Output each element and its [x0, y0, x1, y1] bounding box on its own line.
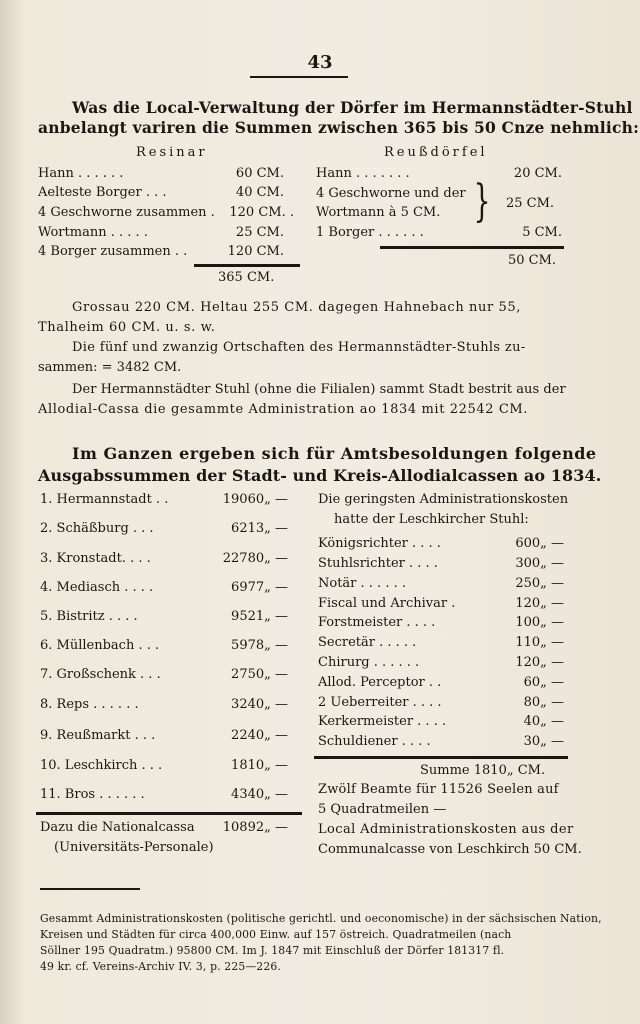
- reussdoerfel-heading: Reußdörfel: [384, 145, 488, 160]
- leschkirch-row-value: 110„ —: [515, 635, 564, 650]
- leschkirch-note-3: Local Administrationskosten aus der: [318, 822, 574, 837]
- town-value: 1810„ —: [231, 758, 288, 773]
- resinar-row-label: 4 Geschworne zusammen .: [38, 205, 215, 220]
- resinar-row-value: 120 CM.: [227, 244, 284, 259]
- leschkirch-row-value: 80„ —: [523, 695, 564, 710]
- resinar-sum-rule: [194, 264, 300, 267]
- leschkirch-row: [318, 714, 564, 733]
- reussdoerfel-row-value: 20 CM.: [513, 166, 562, 181]
- resinar-row-value: 60 CM.: [235, 166, 284, 181]
- villages-line-1: Grossau 220 CM. Heltau 255 CM. dagegen Hahnebach nur 55,: [72, 300, 521, 315]
- leschkirch-note-4: Communalcasse von Leschkirch 50 CM.: [318, 842, 582, 857]
- leschkirch-row-label: Forstmeister . . . .: [318, 615, 436, 630]
- villages-line-2: Thalheim 60 CM. u. s. w.: [38, 320, 216, 335]
- villages-line-4: sammen: = 3482 CM.: [38, 360, 182, 375]
- leschkirch-row: [318, 536, 564, 555]
- leschkirch-row-value: 250„ —: [515, 576, 564, 591]
- reussdoerfel-row-label: Wortmann à 5 CM.: [316, 205, 441, 220]
- leschkirch-row-label: Notär . . . . . .: [318, 576, 406, 591]
- resinar-row: [38, 225, 290, 244]
- leschkirch-row-label: Allod. Perceptor . .: [318, 675, 442, 690]
- town-row: [40, 609, 288, 628]
- nationalcassa-value: 10892„ —: [222, 820, 288, 835]
- reussdoerfel-sum-rule: [380, 246, 564, 249]
- resinar-heading: Resinar: [136, 145, 208, 160]
- town-value: 3240„ —: [231, 697, 288, 712]
- town-value: 2240„ —: [231, 728, 288, 743]
- leschkirch-row: [318, 556, 564, 575]
- leschkirch-row-label: Kerkermeister . . . .: [318, 714, 447, 729]
- town-row: [40, 551, 288, 570]
- villages-line-5: Der Hermannstädter Stuhl (ohne die Filialen) sammt Stadt bestrit aus der: [72, 382, 566, 397]
- villages-line-3: Die fünf und zwanzig Ortschaften des Hermannstädter-Stuhls zu-: [72, 340, 526, 355]
- leschkirch-row-label: Chirurg . . . . . .: [318, 655, 420, 670]
- leschkirch-row-value: 120„ —: [515, 655, 564, 670]
- leschkirch-row-value: 120„ —: [515, 596, 564, 611]
- resinar-row: [38, 244, 290, 263]
- town-row: [40, 787, 288, 806]
- leschkirch-row-label: Fiscal und Archivar .: [318, 596, 456, 611]
- leschkirch-row-label: Stuhlsrichter . . . .: [318, 556, 438, 571]
- resinar-row-label: Wortmann . . . . .: [38, 225, 148, 240]
- leschkirch-row: [318, 635, 564, 654]
- resinar-row-value: 40 CM.: [235, 185, 284, 200]
- reussdoerfel-row: [316, 166, 562, 185]
- leschkirch-sum-rule: [314, 756, 568, 759]
- reussdoerfel-row-value: 5 CM.: [522, 225, 562, 240]
- leschkirch-sum: Summe 1810„ CM.: [420, 763, 546, 778]
- town-label: 10. Leschkirch . . .: [40, 758, 163, 773]
- town-value: 9521„ —: [231, 609, 288, 624]
- intro-line-2: anbelangt variren die Summen zwischen 365 bis 50 Cnze nehmlich:: [38, 118, 640, 137]
- leschkirch-row-label: Secretär . . . . .: [318, 635, 417, 650]
- resinar-row: [38, 166, 290, 185]
- resinar-row-value: 120 CM. .: [229, 205, 294, 220]
- villages-line-6: Allodial-Cassa die gesammte Administration ao 1834 mit 22542 CM.: [38, 402, 529, 417]
- summary-line-1: Im Ganzen ergeben sich für Amtsbesoldungen folgende: [72, 444, 597, 463]
- reussdoerfel-row-label: 4 Geschworne und der: [316, 186, 466, 201]
- nationalcassa-label: Dazu die Nationalcassa: [40, 820, 195, 835]
- town-value: 2750„ —: [231, 667, 288, 682]
- town-row: [40, 580, 288, 599]
- reussdoerfel-total: 50 CM.: [508, 253, 557, 268]
- leschkirch-note-1: Zwölf Beamte für 11526 Seelen auf: [318, 782, 559, 797]
- leschkirch-row-label: Schuldiener . . . .: [318, 734, 431, 749]
- town-value: 19060„ —: [222, 492, 288, 507]
- reussdoerfel-combined-value: 25 CM.: [506, 196, 555, 211]
- town-row: [40, 758, 288, 777]
- town-label: 6. Müllenbach . . .: [40, 638, 160, 653]
- town-row: [40, 667, 288, 686]
- resinar-row: [38, 185, 290, 204]
- town-value: 6977„ —: [231, 580, 288, 595]
- town-label: 4. Mediasch . . . .: [40, 580, 154, 595]
- town-label: 3. Kronstadt. . . .: [40, 551, 151, 566]
- town-label: 5. Bistritz . . . .: [40, 609, 138, 624]
- leschkirch-row-value: 600„ —: [515, 536, 564, 551]
- leschkirch-row: [318, 615, 564, 634]
- leschkirch-row-value: 100„ —: [515, 615, 564, 630]
- leschkirch-note-2: 5 Quadratmeilen —: [318, 802, 447, 817]
- resinar-row-label: Hann . . . . . .: [38, 166, 124, 181]
- town-value: 22780„ —: [222, 551, 288, 566]
- town-row: [40, 697, 288, 716]
- page-number-rule: [250, 76, 348, 78]
- leschkirch-row: [318, 655, 564, 674]
- leschkirch-row-label: Königsrichter . . . .: [318, 536, 441, 551]
- town-label: 2. Schäßburg . . .: [40, 521, 154, 536]
- town-value: 6213„ —: [231, 521, 288, 536]
- leschkirch-row-label: 2 Ueberreiter . . . .: [318, 695, 442, 710]
- summary-line-2: Ausgabssummen der Stadt- und Kreis-Allodialcassen ao 1834.: [38, 466, 602, 485]
- page-number: 43: [307, 52, 333, 73]
- resinar-row: [38, 205, 294, 224]
- footnote-line-3: Söllner 195 Quadratm.) 95800 CM. Im J. 1847 mit Einschluß der Dörfer 181317 fl.: [40, 944, 505, 957]
- towns-sum-rule: [36, 812, 302, 815]
- footnote-rule: [40, 888, 140, 890]
- reussdoerfel-row: [316, 225, 562, 244]
- resinar-row-value: 25 CM.: [235, 225, 284, 240]
- intro-line-1: Was die Local-Verwaltung der Dörfer im Hermannstädter-Stuhl: [72, 98, 633, 117]
- leschkirch-heading-1: Die geringsten Administrationskosten: [318, 492, 569, 507]
- town-row: [40, 728, 288, 747]
- footnote-line-1: Gesammt Administrationskosten (politische gerichtl. und oeconomische) in der sächsischen Nation,: [40, 912, 602, 925]
- town-label: 11. Bros . . . . . .: [40, 787, 145, 802]
- brace-glyph: }: [473, 176, 491, 227]
- reussdoerfel-row-label: 1 Borger . . . . . .: [316, 225, 424, 240]
- leschkirch-row-value: 40„ —: [523, 714, 564, 729]
- town-row: [40, 492, 288, 511]
- leschkirch-row-value: 60„ —: [523, 675, 564, 690]
- resinar-row-label: Aelteste Borger . . .: [38, 185, 167, 200]
- leschkirch-row: [318, 576, 564, 595]
- leschkirch-row: [318, 734, 564, 753]
- resinar-row-label: 4 Borger zusammen . .: [38, 244, 188, 259]
- nationalcassa-note: (Universitäts-Personale): [54, 840, 214, 855]
- town-value: 4340„ —: [231, 787, 288, 802]
- town-label: 9. Reußmarkt . . .: [40, 728, 156, 743]
- town-label: 8. Reps . . . . . .: [40, 697, 139, 712]
- town-value: 5978„ —: [231, 638, 288, 653]
- leschkirch-row: [318, 695, 564, 714]
- resinar-total: 365 CM.: [218, 270, 275, 285]
- nationalcassa-row: [40, 820, 288, 839]
- leschkirch-heading-2: hatte der Leschkircher Stuhl:: [334, 512, 529, 527]
- leschkirch-row: [318, 675, 564, 694]
- leschkirch-row-value: 300„ —: [515, 556, 564, 571]
- leschkirch-row-value: 30„ —: [523, 734, 564, 749]
- town-row: [40, 521, 288, 540]
- leschkirch-row: [318, 596, 564, 615]
- town-label: 1. Hermannstadt . .: [40, 492, 169, 507]
- footnote-line-2: Kreisen und Städten für circa 400,000 Einw. auf 157 östreich. Quadratmeilen (nach: [40, 928, 512, 941]
- town-row: [40, 638, 288, 657]
- town-label: 7. Großschenk . . .: [40, 667, 161, 682]
- reussdoerfel-row-label: Hann . . . . . . .: [316, 166, 410, 181]
- footnote-line-4: 49 kr. cf. Vereins-Archiv IV. 3, p. 225—226.: [40, 960, 281, 973]
